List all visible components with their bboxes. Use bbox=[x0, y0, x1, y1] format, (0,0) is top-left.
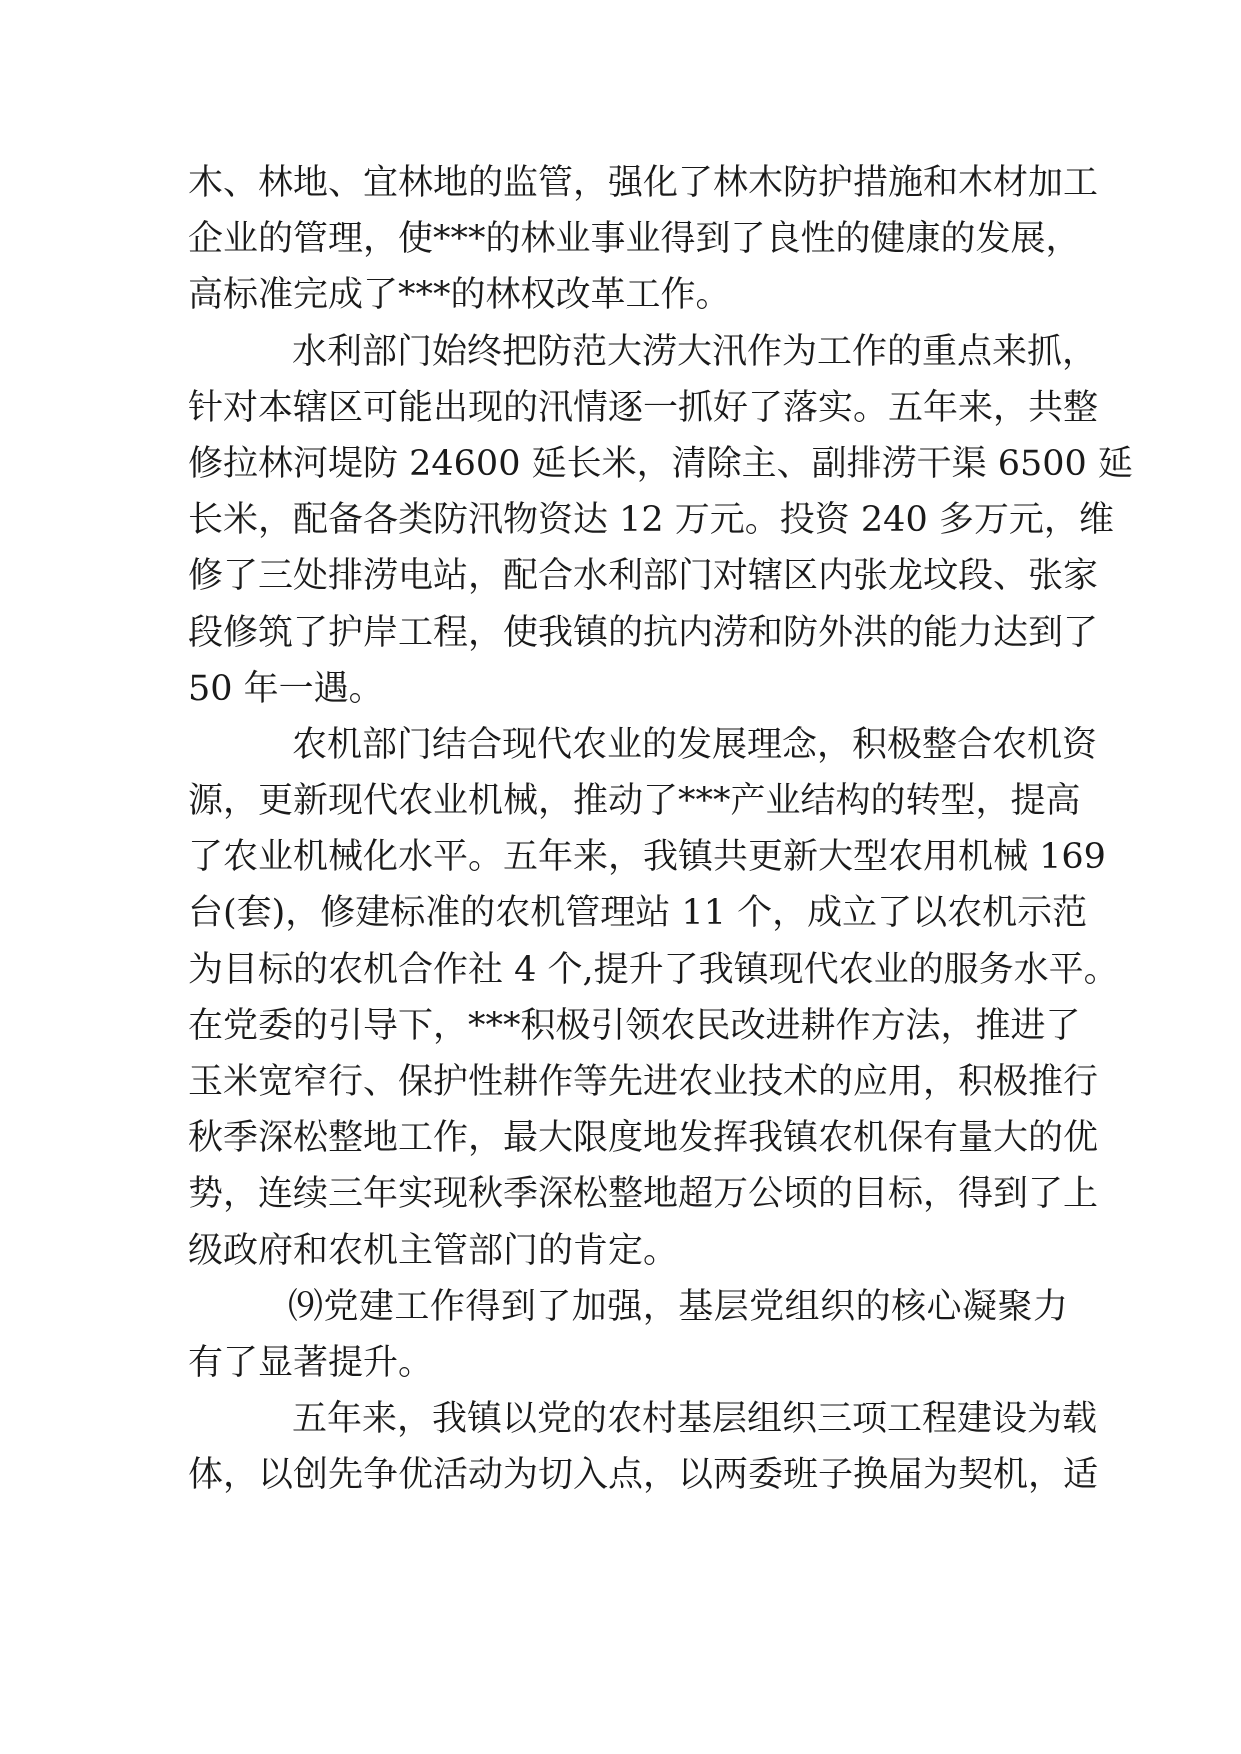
text-line: 50 年一遇。 bbox=[188, 668, 384, 709]
text-line: 段修筑了护岸工程，使我镇的抗内涝和防外洪的能力达到了 bbox=[188, 612, 1099, 653]
text-line: 源，更新现代农业机械，推动了***产业结构的转型，提高 bbox=[188, 781, 1081, 822]
text-line: 企业的管理，使***的林业事业得到了良性的健康的发展， bbox=[188, 219, 1081, 260]
body-text bbox=[188, 155, 1133, 1504]
text-line: 高标准完成了***的林权改革工作。 bbox=[188, 275, 731, 316]
paragraph bbox=[188, 324, 1133, 717]
text-line: 五年来，我镇以党的农村基层组织三项工程建设为载 bbox=[292, 1399, 1098, 1440]
text-line: 级政府和农机主管部门的肯定。 bbox=[188, 1230, 679, 1271]
paragraph bbox=[188, 1391, 1099, 1503]
text-line: 势，连续三年实现秋季深松整地超万公顷的目标，得到了上 bbox=[188, 1174, 1099, 1215]
text-line: 秋季深松整地工作，最大限度地发挥我镇农机保有量大的优 bbox=[188, 1118, 1099, 1159]
paragraph bbox=[188, 1279, 1068, 1391]
text-line: 台(套)，修建标准的农机管理站 11 个，成立了以农机示范 bbox=[188, 893, 1088, 934]
text-line: 长米，配备各类防汛物资达 12 万元。投资 240 多万元，维 bbox=[188, 500, 1114, 541]
text-line: 修拉林河堤防 24600 延长米，清除主、副排涝干渠 6500 延 bbox=[188, 443, 1133, 484]
text-line: 体，以创先争优活动为切入点，以两委班子换届为契机，适 bbox=[188, 1455, 1099, 1496]
text-line: 了农业机械化水平。五年来，我镇共更新大型农用机械 169 bbox=[188, 837, 1106, 878]
paragraph bbox=[188, 717, 1119, 1279]
text-line: 农机部门结合现代农业的发展理念，积极整合农机资 bbox=[292, 724, 1098, 765]
text-line: 玉米宽窄行、保护性耕作等先进农业技术的应用，积极推行 bbox=[188, 1062, 1099, 1102]
paragraph bbox=[188, 155, 1099, 324]
text-line: 在党委的引导下，***积极引领农民改进耕作方法，推进了 bbox=[188, 1005, 1081, 1046]
text-line: 为目标的农机合作社 4 个,提升了我镇现代农业的服务水平。 bbox=[188, 949, 1119, 990]
text-line: 针对本辖区可能出现的汛情逐一抓好了落实。五年来，共整 bbox=[188, 387, 1099, 428]
text-line: 有了显著提升。 bbox=[188, 1342, 434, 1383]
text-line: ⑼党建工作得到了加强，基层党组织的核心凝聚力 bbox=[288, 1286, 1068, 1327]
text-line: 水利部门始终把防范大涝大汛作为工作的重点来抓， bbox=[292, 331, 1098, 372]
text-line: 修了三处排涝电站，配合水利部门对辖区内张龙坟段、张家 bbox=[188, 556, 1099, 597]
text-line: 木、林地、宜林地的监管，强化了林木防护措施和木材加工 bbox=[188, 163, 1099, 203]
